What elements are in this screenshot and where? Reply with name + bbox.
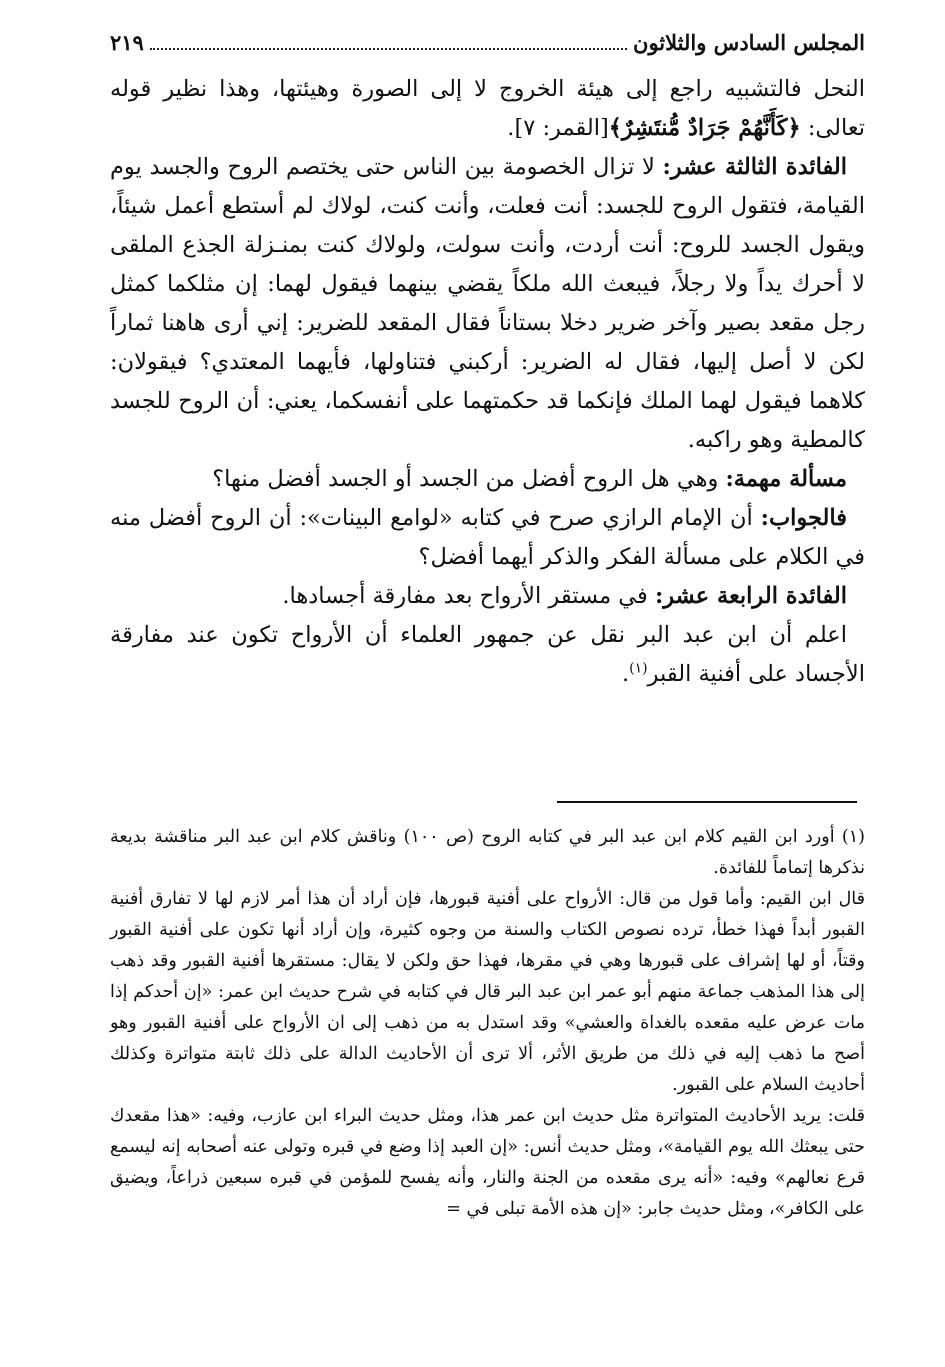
- paragraph-1-text: النحل فالتشبيه راجع إلى هيئة الخروج لا إلى الصورة وهيئتها، وهذا نظير قوله تعالى:: [110, 76, 865, 141]
- footnote-separator: [557, 801, 857, 803]
- verse-reference: [القمر: ٧].: [507, 115, 609, 141]
- answer-heading: فالجواب:: [760, 505, 847, 531]
- paragraph-6-text: اعلم أن ابن عبد البر نقل عن جمهور العلماء أن الأرواح تكون عند مفارقة الأجساد على أفنية القبر: [110, 622, 865, 687]
- running-header: [110, 30, 865, 66]
- paragraph-5: [110, 577, 865, 616]
- footnote-1: (١) أورد ابن القيم كلام ابن عبد البر في كتابه الروح (ص ١٠٠) وناقش كلام ابن عبد البر مناقشة بديعة نذكرها إتماماً للفائدة.: [110, 827, 865, 878]
- header-leader-dots: [150, 48, 627, 50]
- quran-verse: ﴿كَأَنَّهُمْ جَرَادٌ مُّنتَشِرٌ﴾: [608, 115, 801, 141]
- paragraph-4: [110, 499, 865, 577]
- chapter-title: المجلس السادس والثلاثون: [633, 30, 865, 55]
- footnote-marker: (١): [629, 660, 648, 677]
- important-issue-heading: مسألة مهمة:: [725, 466, 847, 492]
- benefit-13-text: لا تزال الخصومة بين الناس حتى يختصم الروح والجسد يوم القيامة، فتقول الروح للجسد: أنت فعلت، وأنت كنت، لولاك لم أستطع أعمل شيئاً، ويقول الجسد للروح: أنت أردت، وأنت سولت، ولولاك كنت بمنـزلة الجذع الملقى لا أحرك يداً ولا رجلاً، فيبعث الله ملكاً يقضي بينهما فيقول لهما: إن مثلكما كمثل رجل مقعد بصير وآخر ضرير دخلا بستاناً فقال المقعد للضرير: إني أرى هاهنا ثماراً لكن لا أصل إليها، فقال له الضرير: أركبني فتناولها، فأيهما المعتدي؟ فيقولان: كلاهما فيقول لهما الملك فإنكما قد حكمتهما على أنفسكما، يعني: أن الروح للجسد كالمطية وهو راكبه.: [110, 154, 865, 453]
- page-number: ٢١٩: [110, 30, 144, 55]
- footnote-commentary: قلت: يريد الأحاديث المتواترة مثل حديث ابن عمر هذا، ومثل حديث البراء ابن عازب، وفيه: «هذا مقعدك حتى يبعثك الله يوم القيامة»، ومثل حديث أنس: «إن العبد إذا وضع في قبره وتولى عنه أصحابه إنه ليسمع قرع نعالهم» وفيه: «أنه يرى مقعده من الجنة والنار، وأنه يفسح للمؤمن في قبره سبعين ذراعاً، ويضيق على الكافر»، ومثل حديث جابر: «إن هذه الأمة تبلى في =: [110, 1106, 865, 1219]
- paragraph-6-end: .: [622, 661, 630, 687]
- footnotes: [110, 822, 865, 1225]
- main-text: [110, 70, 865, 694]
- footnote-ibn-qayyim-quote: قال ابن القيم: وأما قول من قال: الأرواح على أفنية قبورها، فإن أراد أن هذا أمر لازم لها لا تفارق أفنية القبور أبداً فهذا خطأ، ترده نصوص الكتاب والسنة من وجوه كثيرة، وإن أراد أنها تكون على أفنية القبور وقتاً، أو لها إشراف على قبورها وهي في مقرها، فهذا حق ولكن لا يقال: مستقرها أفنية القبور وقد ذهب إلى هذا المذهب جماعة منهم أبو عمر ابن عبد البر قال في كتابه في شرح حديث ابن عمر: «إن أحدكم إذا مات عرض عليه مقعده بالغداة والعشي» وقد استدل به من ذهب إلى ان الأرواح على أفنية القبور وهو أصح ما ذهب إليه في ذلك من طريق الأثر، ألا ترى أن الأحاديث الدالة على ذلك ثابتة متواترة وكذلك أحاديث السلام على القبور.: [110, 889, 865, 1095]
- answer-text: أن الإمام الرازي صرح في كتابه «لوامع البينات»: أن الروح أفضل منه في الكلام على مسألة الفكر والذكر أيهما أفضل؟: [110, 505, 865, 570]
- benefit-13-heading: الفائدة الثالثة عشر:: [662, 154, 848, 180]
- paragraph-3: [110, 460, 865, 499]
- paragraph-1: [110, 70, 865, 148]
- benefit-14-heading: الفائدة الرابعة عشر:: [654, 583, 847, 609]
- book-page: [110, 30, 865, 1350]
- paragraph-2: [110, 148, 865, 460]
- benefit-14-text: في مستقر الأرواح بعد مفارقة أجسادها.: [282, 583, 648, 609]
- paragraph-6: [110, 616, 865, 694]
- important-issue-text: وهي هل الروح أفضل من الجسد أو الجسد أفضل منها؟: [212, 466, 719, 492]
